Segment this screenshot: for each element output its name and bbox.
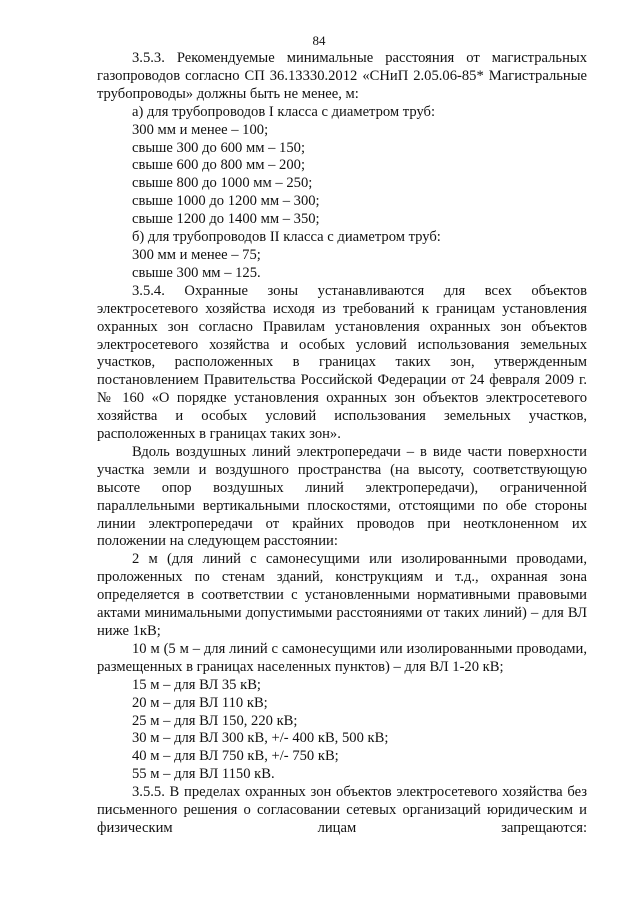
list-item: 40 м – для ВЛ 750 кВ, +/- 750 кВ; — [132, 748, 339, 765]
list-item: 300 мм и менее – 75; — [132, 246, 261, 263]
document-body — [97, 50, 587, 838]
list-item: б) для трубопроводов II класса с диаметром труб: — [132, 229, 441, 246]
list-item: свыше 800 до 1000 мм – 250; — [132, 175, 313, 192]
paragraph: 10 м (5 м – для линий с самонесущими или изолированными проводами, размещенных в границах населенных пунктов) – для ВЛ 1-20 кВ; — [97, 640, 587, 675]
list-item: свыше 300 до 600 мм – 150; — [132, 139, 305, 156]
paragraph: Вдоль воздушных линий электропередачи – в виде части поверхности участка земли и воздушного пространства (на высоту, соответствующую высоте опор воздушных линий электропередачи), ограниченной параллельными вертикальными плоскостями, отстоящими по обе стороны линии электропередачи от крайних проводов при неотклоненном их положении на следующем расстоянии: — [97, 443, 587, 550]
list-item: 20 м – для ВЛ 110 кВ; — [132, 694, 268, 711]
list-item: свыше 1200 до 1400 мм – 350; — [132, 211, 320, 228]
paragraph: 2 м (для линий с самонесущими или изолированными проводами, проложенных по стенам зданий, конструкциям и т.д., охранная зона определяется в соответствии с установленными нормативными правовыми актами минимальными допустимыми расстояниями от таких линий) – для ВЛ ниже 1кВ; — [97, 551, 587, 639]
paragraph: 3.5.4. Охранные зоны устанавливаются для всех объектов электросетевого хозяйства исходя из требований к границам установления охранных зон согласно Правилам установления охранных зон объектов электросетевого хозяйства и особых условий использования земельных участков, расположенных в границах таких зон, утвержденным постановлением Правительства Российской Федерации от 24 февраля 2009 г. № 160 «О порядке установления охранных зон объектов электросетевого хозяйства и особых условий использования земельных участков, расположенных в границах таких зон». — [97, 282, 587, 443]
page-number: 84 — [312, 33, 326, 48]
list-item: 300 мм и менее – 100; — [132, 121, 269, 138]
list-item: 25 м – для ВЛ 150, 220 кВ; — [132, 712, 298, 729]
paragraph: 3.5.5. В пределах охранных зон объектов электросетевого хозяйства без письменного решения о согласовании сетевых организаций юридическим и физическим лицам запрещаются: — [97, 784, 587, 836]
list-item: 55 м – для ВЛ 1150 кВ. — [132, 766, 275, 783]
list-item: свыше 600 до 800 мм – 200; — [132, 157, 305, 174]
list-item: 15 м – для ВЛ 35 кВ; — [132, 676, 261, 693]
list-item: 30 м – для ВЛ 300 кВ, +/- 400 кВ, 500 кВ; — [132, 730, 389, 747]
list-item: а) для трубопроводов I класса с диаметром труб: — [132, 103, 436, 120]
paragraph: 3.5.3. Рекомендуемые минимальные расстояния от магистральных газопроводов согласно СП 36.13330.2012 «СНиП 2.05.06-85* Магистральные трубопроводы» должны быть не менее, м: — [97, 50, 587, 102]
list-item: свыше 1000 до 1200 мм – 300; — [132, 193, 320, 210]
list-item: свыше 300 мм – 125. — [132, 264, 261, 281]
